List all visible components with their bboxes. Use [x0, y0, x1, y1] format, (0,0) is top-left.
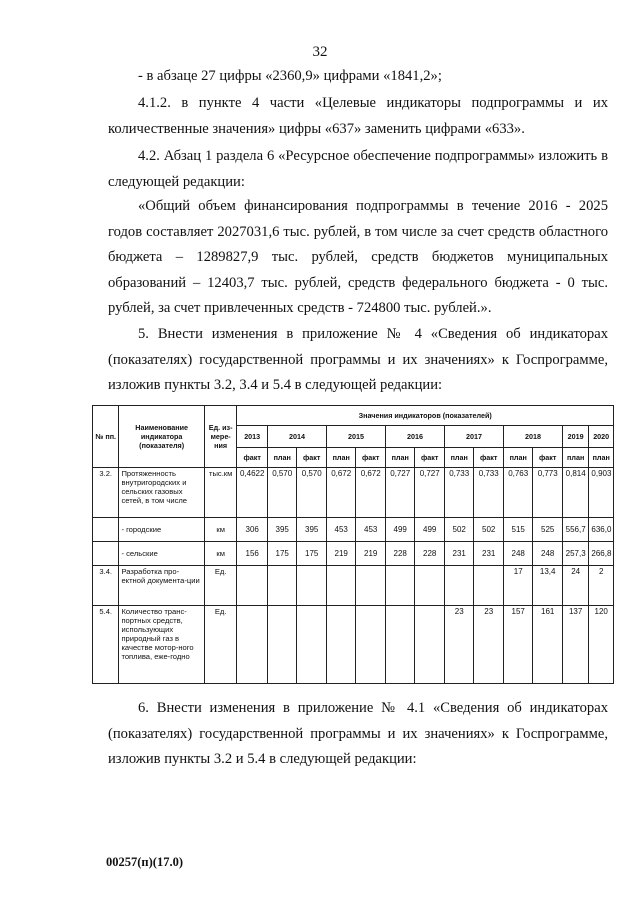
cell-value: [297, 566, 327, 606]
cell-value: 17: [503, 566, 533, 606]
cell-value: [385, 606, 415, 684]
cell-value: 0,814: [562, 468, 588, 518]
table-row: [93, 566, 614, 606]
header-year: 2019: [562, 426, 588, 448]
cell-value: 231: [474, 542, 504, 566]
header-values-group: Значения индикаторов (показателей): [237, 406, 614, 426]
subheader: факт: [356, 448, 386, 468]
cell-value: 502: [474, 518, 504, 542]
cell-value: [385, 566, 415, 606]
subheader: план: [385, 448, 415, 468]
row-unit: км: [204, 542, 237, 566]
cell-value: [297, 606, 327, 684]
cell-value: 157: [503, 606, 533, 684]
cell-value: 23: [444, 606, 474, 684]
header-name: Наименование индикатора (показателя): [119, 406, 204, 468]
header-year: 2020: [589, 426, 614, 448]
cell-value: 525: [533, 518, 563, 542]
cell-value: 257,3: [562, 542, 588, 566]
table-row: [93, 542, 614, 566]
row-name: Количество транс-портных средств, использующих природный газ в качестве мотор-ного топлива, еже-годно: [119, 606, 204, 684]
row-name: - городские: [119, 518, 204, 542]
header-year: 2017: [444, 426, 503, 448]
cell-value: 219: [356, 542, 386, 566]
header-num: № пп.: [93, 406, 119, 468]
cell-value: 0,4622: [237, 468, 268, 518]
cell-value: [237, 606, 268, 684]
row-num: 3.2.: [93, 468, 119, 518]
cell-value: 161: [533, 606, 563, 684]
cell-value: 0,672: [326, 468, 356, 518]
cell-value: 502: [444, 518, 474, 542]
row-num: 3.4.: [93, 566, 119, 606]
row-name: Протяженность внутригородских и сельских газовых сетей, в том числе: [119, 468, 204, 518]
cell-value: [237, 566, 268, 606]
row-unit: Ед.: [204, 566, 237, 606]
header-year: 2013: [237, 426, 268, 448]
subheader: план: [589, 448, 614, 468]
cell-value: [356, 606, 386, 684]
cell-value: [415, 566, 445, 606]
table-row: [93, 606, 614, 684]
cell-value: 395: [267, 518, 297, 542]
table-row: [93, 468, 614, 518]
cell-value: 248: [503, 542, 533, 566]
cell-value: 219: [326, 542, 356, 566]
row-unit: тыс.км: [204, 468, 237, 518]
row-unit: км: [204, 518, 237, 542]
cell-value: 636,0: [589, 518, 614, 542]
header-year: 2014: [267, 426, 326, 448]
cell-value: [267, 566, 297, 606]
cell-value: 453: [326, 518, 356, 542]
cell-value: [356, 566, 386, 606]
subheader: план: [267, 448, 297, 468]
cell-value: [415, 606, 445, 684]
cell-value: 175: [267, 542, 297, 566]
cell-value: 0,763: [503, 468, 533, 518]
subheader: план: [562, 448, 588, 468]
cell-value: 24: [562, 566, 588, 606]
row-name: Разработка про-ектной документа-ции: [119, 566, 204, 606]
cell-value: 23: [474, 606, 504, 684]
cell-value: 515: [503, 518, 533, 542]
cell-value: 175: [297, 542, 327, 566]
paragraph-6: 6. Внести изменения в приложение № 4.1 «Сведения об индикаторах (показателях) государственной программы и их значениях» к Госпрограмме, изложив пункты 3.2 и 5.4 в следующей редакции:: [108, 700, 608, 767]
cell-value: 2: [589, 566, 614, 606]
cell-value: 453: [356, 518, 386, 542]
subheader: факт: [533, 448, 563, 468]
cell-value: 0,672: [356, 468, 386, 518]
cell-value: 0,727: [385, 468, 415, 518]
subheader: план: [503, 448, 533, 468]
cell-value: 0,773: [533, 468, 563, 518]
cell-value: [326, 566, 356, 606]
cell-value: 228: [415, 542, 445, 566]
subheader: факт: [237, 448, 268, 468]
cell-value: 120: [589, 606, 614, 684]
cell-value: 499: [415, 518, 445, 542]
paragraph-2: 4.1.2. в пункте 4 части «Целевые индикаторы подпрограммы и их количественные значения» цифры «637» заменить цифрами «633».: [108, 95, 608, 137]
cell-value: 0,570: [267, 468, 297, 518]
cell-value: 231: [444, 542, 474, 566]
row-num: [93, 542, 119, 566]
row-num: [93, 518, 119, 542]
paragraph-3: 4.2. Абзац 1 раздела 6 «Ресурсное обеспечение подпрограммы» изложить в следующей редакции:: [108, 148, 608, 190]
subheader: план: [326, 448, 356, 468]
paragraph-4-quote: «Общий объем финансирования подпрограммы в течение 2016 - 2025 годов составляет 2027031,6 тыс. рублей, в том числе за счет средств областного бюджета – 1289827,9 тыс. рублей, средств бюджетов муниципальных образований – 12403,7 тыс. рублей, средств федерального бюджета - 0 тыс. рублей, за счет привлеченных средств - 724800 тыс. рублей.».: [108, 198, 608, 316]
indicators-table: [92, 405, 614, 684]
cell-value: 248: [533, 542, 563, 566]
paragraph-1: - в абзаце 27 цифры «2360,9» цифрами «1841,2»;: [138, 68, 442, 84]
cell-value: 0,733: [444, 468, 474, 518]
cell-value: 228: [385, 542, 415, 566]
row-num: 5.4.: [93, 606, 119, 684]
header-year: 2016: [385, 426, 444, 448]
cell-value: 156: [237, 542, 268, 566]
cell-value: 395: [297, 518, 327, 542]
row-name: - сельские: [119, 542, 204, 566]
cell-value: 556,7: [562, 518, 588, 542]
header-year: 2018: [503, 426, 562, 448]
footer-code: 00257(п)(17.0): [106, 855, 183, 869]
subheader: факт: [415, 448, 445, 468]
cell-value: 0,733: [474, 468, 504, 518]
paragraph-5: 5. Внести изменения в приложение № 4 «Сведения об индикаторах (показателях) государственной программы и их значениях» к Госпрограмме, изложив пункты 3.2, 3.4 и 5.4 в следующей редакции:: [108, 326, 608, 393]
cell-value: 13,4: [533, 566, 563, 606]
row-unit: Ед.: [204, 606, 237, 684]
cell-value: [267, 606, 297, 684]
cell-value: 266,8: [589, 542, 614, 566]
table-row: [93, 518, 614, 542]
cell-value: 0,570: [297, 468, 327, 518]
cell-value: [474, 566, 504, 606]
header-unit: Ед. из-мере-ния: [204, 406, 237, 468]
cell-value: [444, 566, 474, 606]
cell-value: [326, 606, 356, 684]
cell-value: 0,727: [415, 468, 445, 518]
cell-value: 0,903: [589, 468, 614, 518]
cell-value: 306: [237, 518, 268, 542]
subheader: факт: [474, 448, 504, 468]
page-number: 32: [312, 44, 328, 60]
cell-value: 137: [562, 606, 588, 684]
header-year: 2015: [326, 426, 385, 448]
cell-value: 499: [385, 518, 415, 542]
subheader: факт: [297, 448, 327, 468]
subheader: план: [444, 448, 474, 468]
